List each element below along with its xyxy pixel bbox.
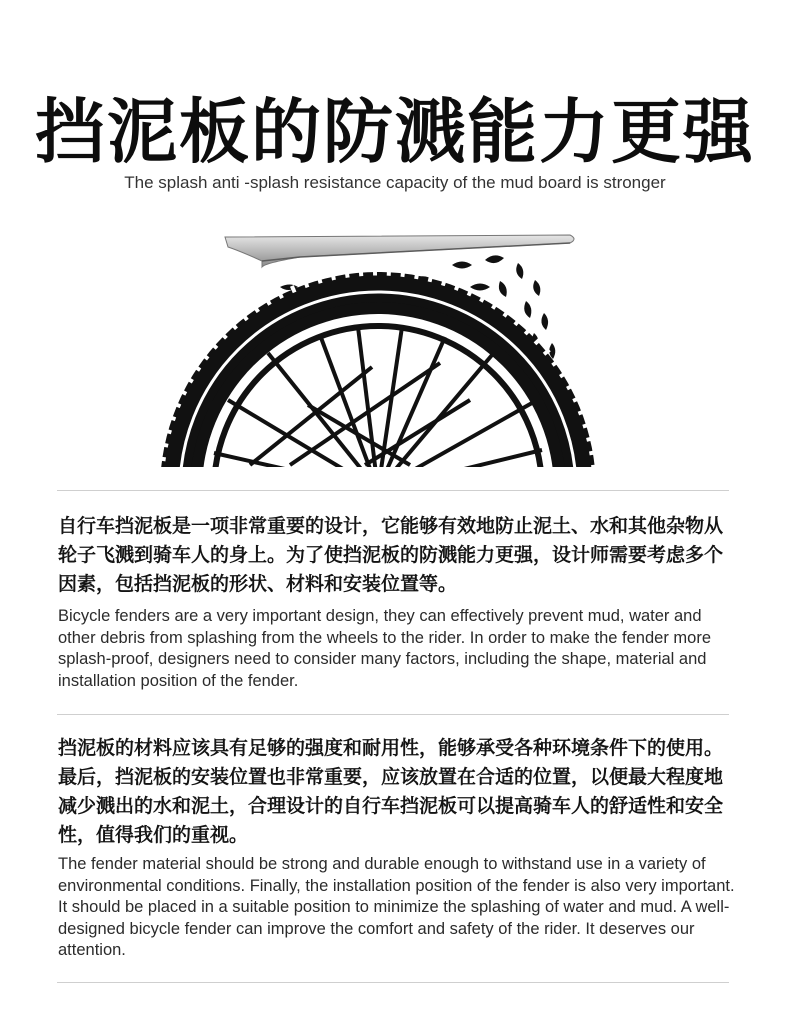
english-paragraph-1: Bicycle fenders are a very important design, they can effectively prevent mud, water and other debris from splashing from the wheels to the rider. In order to make the fender more splash-proof, designers need to consider many factors, including the shape, material and installation position of the fender. — [58, 607, 711, 690]
divider — [57, 982, 729, 983]
divider — [57, 490, 729, 491]
chinese-paragraph-2: 挡泥板的材料应该具有足够的强度和耐用性，能够承受各种环境条件下的使用。最后，挡泥板的安装位置也非常重要，应该放置在合适的位置，以便最大程度地减少溅出的水和泥土，合理设计的自行车挡泥板可以提高骑车人的舒适性和安全性，值得我们的重视。 — [58, 737, 724, 846]
english-paragraph-2: The fender material should be strong and durable enough to withstand use in a variety of environmental conditions. Finally, the installation position of the fender is also very important. It should be placed in a suitable position to minimize the splashing of water and mud. A well-designed bicycle fender can improve the comfort and safety of the rider. It deserves our attention. — [58, 855, 735, 959]
wheel-fender-illustration — [140, 225, 620, 470]
chinese-paragraph-1: 自行车挡泥板是一项非常重要的设计，它能够有效地防止泥土、水和其他杂物从轮子飞溅到骑车人的身上。为了使挡泥板的防溅能力更强，设计师需要考虑多个因素，包括挡泥板的形状、材料和安装位置等。 — [58, 515, 724, 595]
divider — [57, 714, 729, 715]
fender — [225, 235, 574, 267]
bicycle-wheel — [160, 272, 596, 470]
page-subtitle: The splash anti -splash resistance capacity of the mud board is stronger — [124, 173, 666, 192]
page-title: 挡泥板的防溅能力更强 — [35, 91, 755, 173]
